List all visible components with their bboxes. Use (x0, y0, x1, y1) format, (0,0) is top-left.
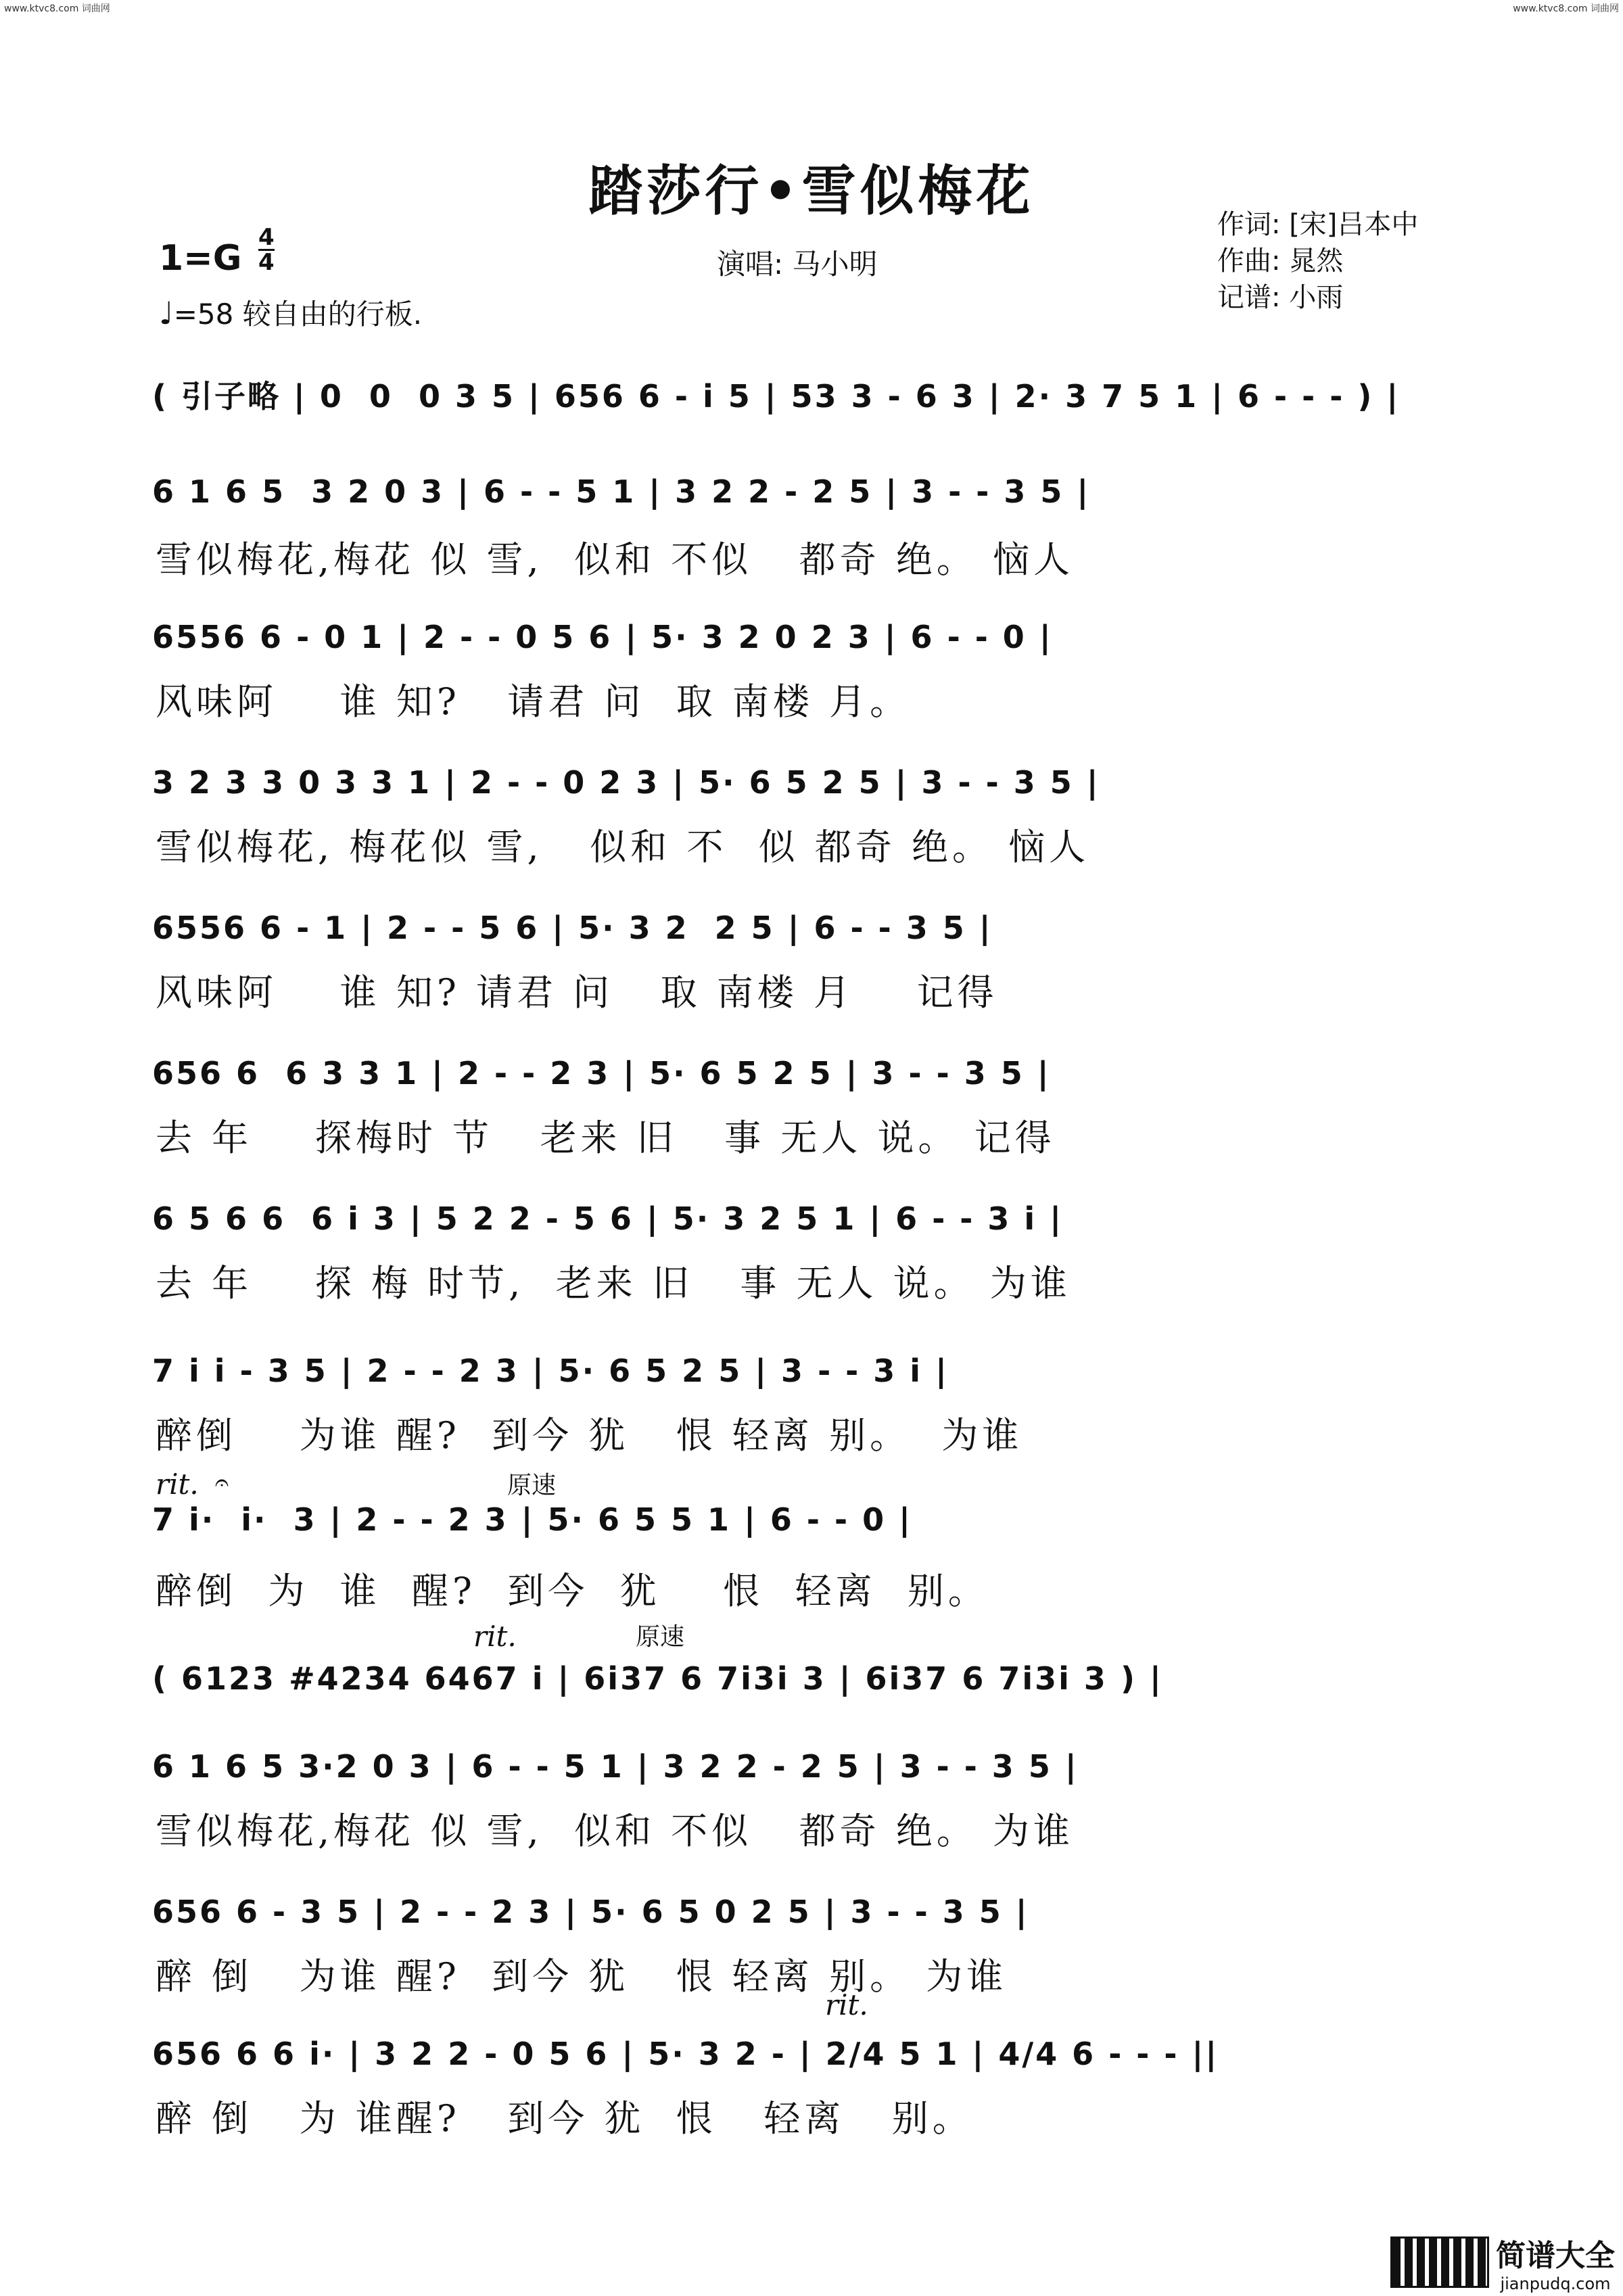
tempo-primo-2: 原速 (636, 1623, 685, 1651)
piano-icon (1390, 2236, 1489, 2288)
page-title: 踏莎行•雪似梅花 (588, 160, 1035, 222)
system-2-music: 6 1 6 5 3 2 0 3 | 6 - - 5 1 | 3 2 2 - 2 5 | 3 - - 3 5 | (152, 473, 1091, 510)
lyricist: 作词: [宋]吕本中 (1217, 209, 1419, 240)
system-1-music: ( 引子略 | 0 0 0 3 5 | 656 6 - i 5 | 53 3 - 6 3 | 2· 3 7 5 1 | 6 - - - ) | (152, 378, 1401, 415)
tempo-text: 较自由的行板. (242, 298, 423, 331)
logo-text (1496, 2231, 1615, 2293)
system-5-lyric: 风味阿 谁 知? 请君 问 取 南楼 月 记得 (156, 971, 998, 1014)
rit-mark-2: rit. (473, 1620, 517, 1653)
system-9-lyric: 醉倒 为 谁 醒? 到今 犹 恨 轻离 别。 (156, 1570, 989, 1612)
time-signature (258, 226, 275, 274)
logo-sub: jianpudq.com (1500, 2274, 1611, 2293)
tempo-marking (159, 292, 422, 333)
rit-mark-3: rit. (825, 1988, 868, 2021)
composer: 作曲: 晁然 (1217, 245, 1344, 277)
system-11-music: 6 1 6 5 3·2 0 3 | 6 - - 5 1 | 3 2 2 - 2 5 | 3 - - 3 5 | (152, 1748, 1079, 1785)
singer: 演唱: 马小明 (717, 248, 878, 281)
logo-main: 简谱大全 (1496, 2239, 1615, 2273)
system-2-lyric: 雪似梅花,梅花 似 雪, 似和 不似 都奇 绝。 恼人 (156, 538, 1074, 581)
system-7-lyric: 去 年 探 梅 时节, 老来 旧 事 无人 说。 为谁 (156, 1262, 1071, 1305)
system-6-lyric: 去 年 探梅时 节 老来 旧 事 无人 说。 记得 (156, 1117, 1056, 1159)
credits (1217, 206, 1418, 316)
system-6-music: 656 6 6 3 3 1 | 2 - - 2 3 | 5· 6 5 2 5 | 3 - - 3 5 | (152, 1055, 1051, 1092)
system-7-music: 6 5 6 6 6 i 3 | 5 2 2 - 5 6 | 5· 3 2 5 1 | 6 - - 3 i | (152, 1200, 1064, 1237)
system-13-music: 656 6 6 i· | 3 2 2 - 0 5 6 | 5· 3 2 - | 2/4 5 1 | 4/4 6 - - - || (152, 2036, 1219, 2072)
system-4-lyric: 雪似梅花, 梅花似 雪, 似和 不 似 都奇 绝。 恼人 (156, 826, 1090, 868)
system-13-lyric: 醉 倒 为 谁醒? 到今 犹 恨 轻离 别。 (156, 2097, 973, 2140)
system-5-music: 6556 6 - 1 | 2 - - 5 6 | 5· 3 2 2 5 | 6 - - 3 5 | (152, 910, 993, 946)
fermata-icon: 𝄐 (215, 1469, 229, 1497)
system-10-music: ( 6123 #4234 6467 i | 6i37 6 7i3i 3 | 6i37 6 7i3i 3 ) | (152, 1660, 1163, 1697)
system-3-music: 6556 6 - 0 1 | 2 - - 0 5 6 | 5· 3 2 0 2 3 | 6 - - 0 | (152, 619, 1053, 655)
system-3-lyric: 风味阿 谁 知? 请君 问 取 南楼 月。 (156, 680, 911, 723)
site-logo (1390, 2231, 1615, 2293)
header-right: www.ktvc8.com 词曲网 (1513, 3, 1619, 14)
meter-bottom: 4 (258, 249, 275, 276)
system-8-lyric: 醉倒 为谁 醒? 到今 犹 恨 轻离 别。 为谁 (156, 1414, 1023, 1457)
quarter-note-icon: ♩ (159, 295, 174, 331)
system-12-music: 656 6 - 3 5 | 2 - - 2 3 | 5· 6 5 0 2 5 | 3 - - 3 5 | (152, 1894, 1029, 1930)
system-4-music: 3 2 3 3 0 3 3 1 | 2 - - 0 2 3 | 5· 6 5 2 5 | 3 - - 3 5 | (152, 764, 1100, 801)
system-11-lyric: 雪似梅花,梅花 似 雪, 似和 不似 都奇 绝。 为谁 (156, 1810, 1074, 1852)
transcriber: 记谱: 小雨 (1217, 282, 1344, 313)
system-8-music: 7 i i - 3 5 | 2 - - 2 3 | 5· 6 5 2 5 | 3 - - 3 i | (152, 1353, 949, 1389)
rit-mark-1: rit. (156, 1468, 199, 1501)
system-9-music: 7 i· i· 3 | 2 - - 2 3 | 5· 6 5 5 1 | 6 - - 0 | (152, 1501, 912, 1538)
system-12-lyric: 醉 倒 为谁 醒? 到今 犹 恨 轻离 别。 为谁 (156, 1955, 1008, 1998)
tempo-value: =58 (173, 298, 234, 331)
tempo-primo-1: 原速 (507, 1472, 557, 1499)
key-signature: 1=G (159, 238, 242, 279)
header-left: www.ktvc8.com 词曲网 (4, 3, 110, 14)
meter-top: 4 (258, 224, 275, 251)
